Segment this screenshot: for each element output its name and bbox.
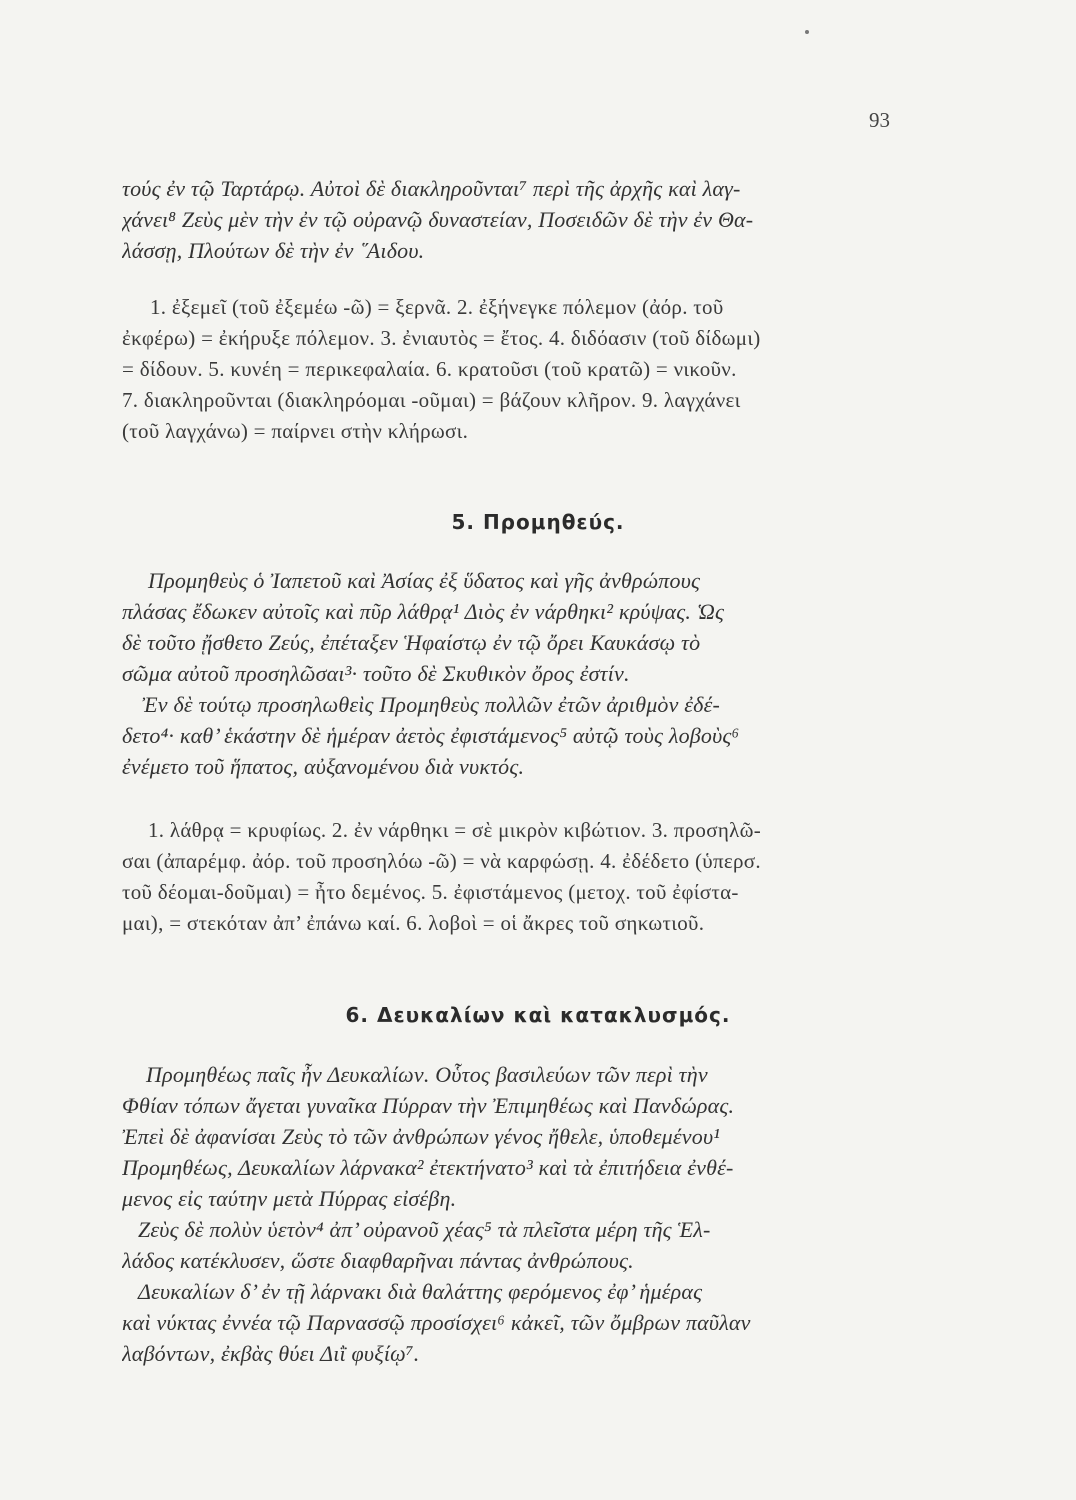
text-line: καὶ νύκτας ἐννέα τῷ Παρνασσῷ προσίσχει⁶ κἀκεῖ, τῶν ὄμβρων παῦλαν [122,1310,751,1335]
text-line: Ἐν δὲ τούτῳ προσηλωθεὶς Προμηθεὺς πολλῶν ἐτῶν ἀριθμὸν ἐδέ- [142,692,720,717]
section-heading-deucalion: 6. Δευκαλίων καὶ κατακλυσμός. [345,1003,731,1027]
section-heading-prometheus: 5. Προμηθεύς. [451,510,625,534]
text-line: τούς ἐν τῷ Ταρτάρῳ. Αὐτοὶ δὲ διακληροῦνται⁷ περὶ τῆς ἀρχῆς καὶ λαγ- [122,176,741,201]
text-line: λαβόντων, ἐκβὰς θύει Διῒ φυξίῳ⁷. [122,1341,420,1366]
text-line: Ἐπεὶ δὲ ἀφανίσαι Ζεὺς τὸ τῶν ἀνθρώπων γένος ἤθελε, ὑποθεμένου¹ [122,1124,721,1149]
section6-text [122,1059,904,1369]
note-line: τοῦ δέομαι-δοῦμαι) = ἦτο δεμένος. 5. ἐφιστάμενος (μετοχ. τοῦ ἐφίστα- [122,880,739,904]
text-line: Δευκαλίων δ’ ἐν τῇ λάρνακι διὰ θαλάττης φερόμενος ἐφ’ ἡμέρας [138,1279,703,1304]
note-line: 1. λάθρᾳ = κρυφίως. 2. ἐν νάρθηκι = σὲ μικρὸν κιβώτιον. 3. προσηλῶ- [148,818,762,842]
text-line: χάνει⁸ Ζεὺς μὲν τὴν ἐν τῷ οὐρανῷ δυναστείαν, Ποσειδῶν δὲ τὴν ἐν Θα- [122,207,754,232]
text-line: Προμηθέως, Δευκαλίων λάρνακα² ἐτεκτήνατο³ καὶ τὰ ἐπιτήδεια ἐνθέ- [122,1155,734,1180]
note-line: 7. διακληροῦνται (διακληρόομαι -οῦμαι) = βάζουν κλῆρον. 9. λαγχάνει [122,388,741,412]
page-number: 93 [869,108,890,132]
section5-notes [122,815,904,939]
text-line: λάσσῃ, Πλούτων δὲ τὴν ἐν ῞Αιδου. [122,238,425,263]
text-line: σῶμα αὐτοῦ προσηλῶσαι³· τοῦτο δὲ Σκυθικὸν ὄρος ἐστίν. [122,661,630,686]
text-line: δὲ τοῦτο ᾔσθετο Ζεύς, ἐπέταξεν Ἡφαίστῳ ἐν τῷ ὄρει Καυκάσῳ τὸ [122,630,701,655]
note-line: ἐκφέρω) = ἐκήρυξε πόλεμον. 3. ἐνιαυτὸς = ἔτος. 4. διδόασιν (τοῦ δίδωμι) [122,326,761,350]
intro-notes [122,292,904,447]
text-line: μενος εἰς ταύτην μετὰ Πύρρας εἰσέβη. [122,1186,457,1211]
note-line: μαι), = στεκόταν ἀπ’ ἐπάνω καί. 6. λοβοὶ = οἱ ἄκρες τοῦ σηκωτιοῦ. [122,911,705,935]
intro-paragraph [122,173,904,266]
text-line: Ζεὺς δὲ πολὺν ὑετὸν⁴ ἀπ’ οὐρανοῦ χέας⁵ τὰ πλεῖστα μέρη τῆς Ἑλ- [138,1217,711,1242]
text-line: Προμηθεὺς ὁ Ἰαπετοῦ καὶ Ἀσίας ἐξ ὕδατος καὶ γῆς ἀνθρώπους [148,568,701,593]
note-line: σαι (ἀπαρέμφ. ἀόρ. τοῦ προσηλόω -ῶ) = νὰ καρφώσῃ. 4. ἐδέδετο (ὑπερσ. [122,849,761,873]
text-line: ἐνέμετο τοῦ ἥπατος, αὐξανομένου διὰ νυκτός. [122,754,525,779]
note-line: 1. ἐξεμεῖ (τοῦ ἐξεμέω -ῶ) = ξερνᾶ. 2. ἐξήνεγκε πόλεμον (ἀόρ. τοῦ [150,295,724,319]
note-line: = δίδουν. 5. κυνέη = περικεφαλαία. 6. κρατοῦσι (τοῦ κρατῶ) = νικοῦν. [122,357,737,381]
note-line: (τοῦ λαγχάνω) = παίρνει στὴν κλήρωσι. [122,419,469,443]
text-line: Προμηθέως παῖς ἦν Δευκαλίων. Οὗτος βασιλεύων τῶν περὶ τὴν [146,1062,708,1087]
text-line: Φθίαν τόπων ἄγεται γυναῖκα Πύρραν τὴν Ἐπιμηθέως καὶ Πανδώρας. [122,1093,735,1118]
text-line: λάδος κατέκλυσεν, ὥστε διαφθαρῆναι πάντας ἀνθρώπους. [122,1248,634,1273]
text-line: δετο⁴· καθ’ ἑκάστην δὲ ἡμέραν ἀετὸς ἐφιστάμενος⁵ αὐτῷ τοὺς λοβοὺς⁶ [122,723,740,748]
text-line: πλάσας ἔδωκεν αὐτοῖς καὶ πῦρ λάθρᾳ¹ Διὸς ἐν νάρθηκι² κρύψας. Ὡς [122,599,725,624]
speck-mark [805,30,809,34]
section5-text [122,565,904,782]
